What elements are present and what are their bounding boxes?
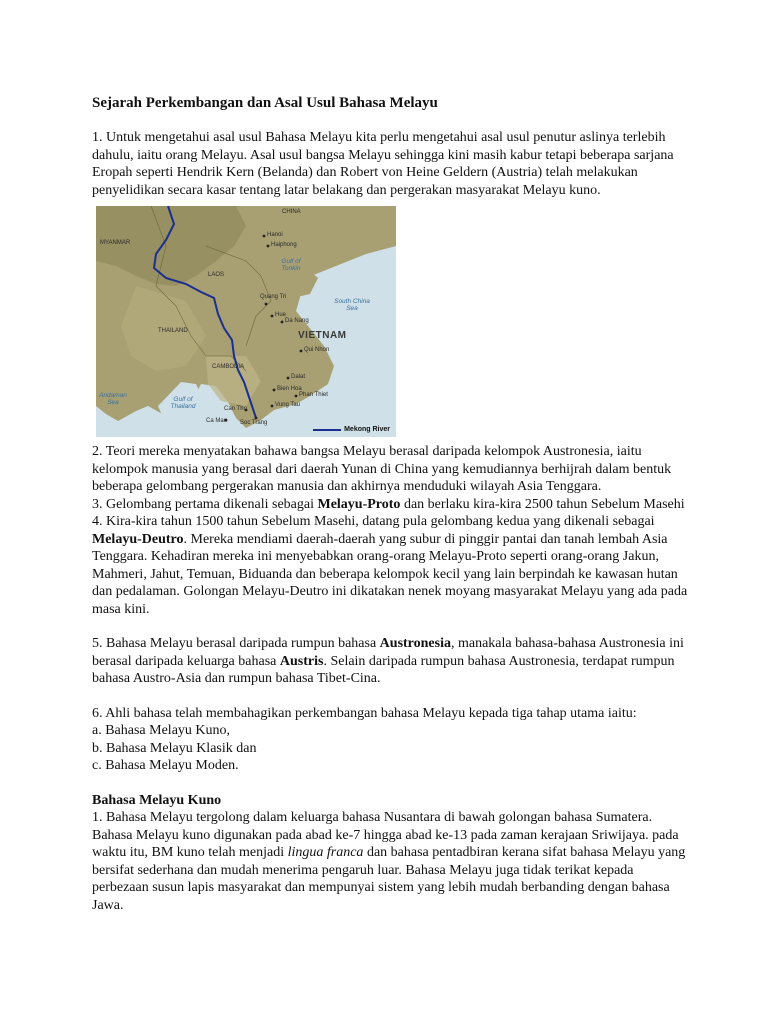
list-item: a. Bahasa Melayu Kuno, [92,723,231,738]
paragraph-5-text-e: . Selain daripada rumpun bahasa Austronesia, terdapat rumpun bahasa Austro-Asia dan rumpun bahasa Tibet-Cina. [92,653,675,686]
document-body [92,94,692,914]
map-legend-label: Mekong River [344,426,390,433]
map-label-andaman-sea: Andaman Sea [99,392,127,406]
river-legend-swatch [313,429,341,431]
paragraph-3-text-c: dan berlaku kira-kira 2500 tahun Sebelum Masehi [400,496,685,512]
map-label-thailand: THAILAND [158,328,188,334]
paragraph-2: 2. Teori mereka menyatakan bahawa bangsa Melayu berasal daripada kelompok Austronesia, iaitu kelompok manusia yang berasal dari daerah Yunan di China yang kemudiannya berhijrah dalam bentuk beberapa gelombang pergerakan manusia dan akhirnya menduduki wilayah Asia Tenggara. [92,444,672,494]
paragraph-1: 1. Untuk mengetahui asal usul Bahasa Melayu kita perlu mengetahui asal usul penutur aslinya terlebih dahulu, iaitu orang Melayu. Asal usul bangsa Melayu sehingga kini masih kabur tetapi beberapa sarjana Eropah seperti Hendrik Kern (Belanda) dan Robert von Heine Geldern (Austria) telah melakukan penyelidikan secara kasar tentang latar belakang dan pergerakan masyarakat Melayu kuno. [92,130,674,198]
map-label-south-china-sea: South China Sea [334,298,370,312]
term-austronesia: Austronesia [379,636,451,651]
paragraph-4-text-c: . Mereka mendiami daerah-daerah yang subur di pinggir pantai dan tanah lembah Asia Tenggara. Kehadiran mereka ini menyebabkan orang-orang Melayu-Proto seperti orang-orang Jakun, Mahmeri, Jahut, Temuan, Biduanda dan beberapa kelompok kecil yang lain berpindah ke kawasan hutan dan pedalaman. Golongan Melayu-Deutro ini dikatakan nenek moyang masyarakat Melayu yang ada pada masa kini. [92,531,688,617]
map-city-label: Quang Tri [260,294,287,300]
map-graphic [96,206,396,437]
paragraph-5-text-a: 5. Bahasa Melayu berasal daripada rumpun bahasa [92,636,380,651]
term-melayu-proto: Melayu-Proto [317,496,401,512]
spacer [92,618,692,635]
map-label-vietnam: VIETNAM [298,330,347,341]
map-city-label: Ca Mau [206,418,228,424]
map-city-label: Hue [275,312,287,318]
paragraph-5-text-c: , manakala bahasa-bahasa Austronesia ini berasal daripada keluarga bahasa [92,636,684,669]
spacer [92,688,692,705]
map-city-label: Phan Thiet [299,392,328,398]
term-lingua-franca: lingua franca [287,845,364,860]
map-city-label: Da Nang [285,318,309,324]
map-city-label: Bien Hoa [277,386,302,392]
map-city-label: Hanoi [267,232,283,238]
map-label-laos: LAOS [208,272,225,278]
paragraph-5 [92,635,692,688]
paragraph-4 [92,513,692,618]
map-city-label: Haiphong [271,242,297,248]
map-city-label: Soc Trang [240,420,268,426]
term-melayu-deutro: Melayu-Deutro [92,531,184,547]
map-city-label: Qui Nhon [304,347,330,353]
paragraph-7-text-c: dan bahasa pentadbiran kerana sifat bahasa Melayu yang bersifat sederhana dan mudah menerima pengaruh luar. Bahasa Melayu juga tidak terikat kepada perbezaan susun lapis masyarakat dan mempunyai sistem yang lebih mudah berbanding dengan bahasa Jawa. [92,845,686,913]
map-label-gulf-thailand: Gulf of Thailand [170,396,196,410]
list-item: c. Bahasa Melayu Moden. [92,758,239,773]
paragraph-4-text-a: 4. Kira-kira tahun 1500 tahun Sebelum Masehi, datang pula gelombang kedua yang dikenali sebagai [92,514,655,529]
map-label-myanmar: MYANMAR [100,240,131,246]
paragraph-6: 6. Ahli bahasa telah membahagikan perkembangan bahasa Melayu kepada tiga tahap utama iaitu: [92,705,637,721]
term-austris: Austris [279,653,324,669]
document-title: Sejarah Perkembangan dan Asal Usul Bahasa Melayu [92,95,438,111]
section-heading: Bahasa Melayu Kuno [92,792,222,808]
map-city-label: Can Tho [224,406,247,412]
map-legend [313,426,390,433]
paragraph-7-text-a: 1. Bahasa Melayu tergolong dalam keluarga bahasa Nusantara di bawah golongan bahasa Sumatera. Bahasa Melayu kuno digunakan pada abad ke-7 hingga abad ke-13 pada zaman kerajaan Sriwijaya. pada waktu itu, BM kuno telah menjadi [92,810,679,860]
paragraph-3-text-a: 3. Gelombang pertama dikenali sebagai [92,496,318,512]
mekong-river-map [96,206,396,437]
paragraph-3 [92,496,692,514]
map-label-cambodia: CAMBODIA [212,364,245,370]
spacer [92,775,692,792]
list-item: b. Bahasa Melayu Klasik dan [92,740,257,756]
map-city-label: Vung Tau [275,402,301,408]
map-label-china: CHINA [282,209,301,215]
map-city-label: Dalat [291,374,306,380]
map-label-gulf-tonkin: Gulf of Tonkin [281,258,301,272]
paragraph-7 [92,809,692,914]
